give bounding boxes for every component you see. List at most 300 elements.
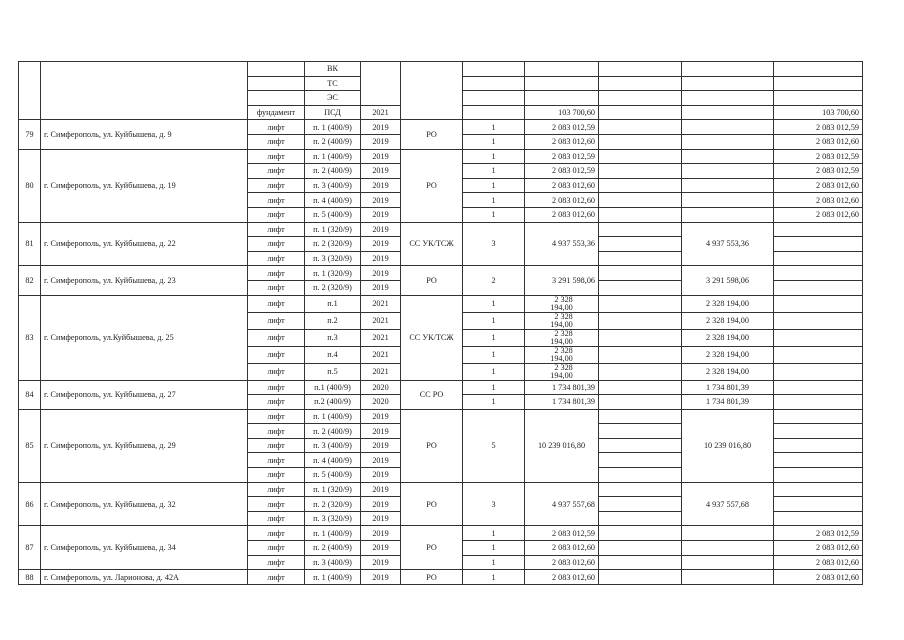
- stage-cell: п. 1 (400/9): [305, 570, 361, 585]
- total-cell: 2 083 012,60: [774, 134, 863, 149]
- blank-cell: [599, 555, 682, 570]
- stage-cell: п. 1 (400/9): [305, 120, 361, 135]
- address-cell: г. Симферополь, ул. Куйбышева, д. 29: [41, 409, 248, 482]
- total-cell: [774, 482, 863, 497]
- sum-cell: 4 937 553,36: [525, 222, 599, 266]
- year-cell: 2019: [361, 222, 401, 237]
- blank-cell: [599, 395, 682, 410]
- type-cell: лифт: [248, 541, 305, 556]
- table-row: [19, 570, 863, 585]
- blank-cell: [599, 497, 682, 512]
- sum-cell: 2 083 012,60: [525, 193, 599, 208]
- blank-cell: [599, 424, 682, 439]
- ss-cell: 2 328 194,00: [682, 312, 774, 329]
- ss-cell: 10 239 016,80: [682, 409, 774, 482]
- method-cell: РО: [401, 526, 463, 570]
- sum-cell: 2 083 012,59: [525, 149, 599, 164]
- type-cell: лифт: [248, 526, 305, 541]
- address-cell: г. Симферополь, ул. Куйбышева, д. 27: [41, 380, 248, 409]
- total-cell: [774, 329, 863, 346]
- total-cell: 2 083 012,60: [774, 193, 863, 208]
- table-row: [19, 120, 863, 135]
- stage-cell: п.2 (400/9): [305, 395, 361, 410]
- year-cell: 2019: [361, 164, 401, 179]
- year-cell: 2019: [361, 497, 401, 512]
- sum-part: 2 328: [554, 363, 573, 372]
- stage-cell: п. 2 (320/9): [305, 497, 361, 512]
- type-cell: лифт: [248, 555, 305, 570]
- table-row: [19, 482, 863, 497]
- type-cell: лифт: [248, 149, 305, 164]
- stage-cell: п. 2 (400/9): [305, 134, 361, 149]
- row-number: 82: [19, 266, 41, 295]
- blank-cell: [599, 164, 682, 179]
- stage-cell: п. 4 (400/9): [305, 453, 361, 468]
- stage-cell: п. 2 (400/9): [305, 541, 361, 556]
- year-cell: 2019: [361, 468, 401, 483]
- blank-cell: [599, 105, 682, 120]
- sum-part: 2 328: [554, 295, 573, 304]
- type-cell: лифт: [248, 380, 305, 395]
- stage-cell: ТС: [305, 76, 361, 91]
- type-cell: лифт: [248, 409, 305, 424]
- type-cell: лифт: [248, 295, 305, 312]
- qty-cell: 1: [463, 312, 525, 329]
- blank-cell: [599, 178, 682, 193]
- sum-part: 2 328: [554, 346, 573, 355]
- stage-cell: ЭС: [305, 91, 361, 106]
- total-cell: 2 083 012,60: [774, 207, 863, 222]
- method-cell: РО: [401, 266, 463, 295]
- stage-cell: п. 3 (400/9): [305, 178, 361, 193]
- stage-cell: п. 2 (400/9): [305, 424, 361, 439]
- blank-cell: [599, 329, 682, 346]
- qty-cell: [463, 76, 525, 91]
- type-cell: лифт: [248, 251, 305, 266]
- qty-cell: 1: [463, 120, 525, 135]
- total-cell: [774, 511, 863, 526]
- year-cell: 2019: [361, 251, 401, 266]
- ss-cell: [682, 76, 774, 91]
- total-cell: [774, 424, 863, 439]
- ss-cell: [682, 91, 774, 106]
- table-row: [19, 409, 863, 424]
- table-row: [19, 222, 863, 237]
- address-cell: г. Симферополь, ул. Куйбышева, д. 22: [41, 222, 248, 266]
- ss-cell: 1 734 801,39: [682, 380, 774, 395]
- ss-cell: 2 328 194,00: [682, 363, 774, 380]
- type-cell: лифт: [248, 468, 305, 483]
- blank-cell: [599, 207, 682, 222]
- type-cell: лифт: [248, 266, 305, 281]
- blank-cell: [599, 380, 682, 395]
- table-row: [19, 295, 863, 312]
- ss-cell: [682, 164, 774, 179]
- sum-part: 194,00: [550, 319, 573, 329]
- blank-cell: [599, 482, 682, 497]
- ss-cell: [682, 105, 774, 120]
- qty-cell: 1: [463, 193, 525, 208]
- year-cell: 2021: [361, 346, 401, 363]
- sum-cell: [525, 363, 599, 380]
- blank-cell: [599, 346, 682, 363]
- qty-cell: 1: [463, 134, 525, 149]
- method-cell: РО: [401, 570, 463, 585]
- method-cell: СС РО: [401, 380, 463, 409]
- row-number: 85: [19, 409, 41, 482]
- type-cell: лифт: [248, 424, 305, 439]
- year-cell: 2021: [361, 295, 401, 312]
- sum-cell: [525, 76, 599, 91]
- type-cell: лифт: [248, 207, 305, 222]
- ss-cell: 4 937 557,68: [682, 482, 774, 526]
- type-cell: лифт: [248, 164, 305, 179]
- blank-cell: [599, 149, 682, 164]
- year-cell: 2019: [361, 266, 401, 281]
- type-cell: лифт: [248, 134, 305, 149]
- type-cell: лифт: [248, 395, 305, 410]
- sum-cell: 2 083 012,60: [525, 178, 599, 193]
- stage-cell: ПСД: [305, 105, 361, 120]
- blank-cell: [599, 409, 682, 424]
- blank-cell: [599, 363, 682, 380]
- sum-cell: 1 734 801,39: [525, 380, 599, 395]
- blank-cell: [599, 438, 682, 453]
- type-cell: лифт: [248, 453, 305, 468]
- year-cell: 2020: [361, 380, 401, 395]
- year-cell: 2021: [361, 312, 401, 329]
- address-cell: г. Симферополь, ул. Ларионова, д. 42А: [41, 570, 248, 585]
- address-cell: г. Симферополь, ул. Куйбышева, д. 9: [41, 120, 248, 149]
- blank-cell: [599, 134, 682, 149]
- method-cell: РО: [401, 149, 463, 222]
- blank-cell: [599, 511, 682, 526]
- qty-cell: 1: [463, 207, 525, 222]
- total-cell: 2 083 012,60: [774, 541, 863, 556]
- ss-cell: 3 291 598,06: [682, 266, 774, 295]
- method-cell: [401, 62, 463, 120]
- stage-cell: п. 3 (400/9): [305, 438, 361, 453]
- sum-cell: [525, 346, 599, 363]
- blank-cell: [599, 251, 682, 266]
- type-cell: лифт: [248, 237, 305, 252]
- blank-cell: [599, 280, 682, 295]
- address-cell: [41, 62, 248, 120]
- qty-cell: 1: [463, 395, 525, 410]
- ss-cell: [682, 149, 774, 164]
- type-cell: [248, 91, 305, 106]
- qty-cell: 1: [463, 526, 525, 541]
- row-number: 80: [19, 149, 41, 222]
- sum-cell: [525, 62, 599, 77]
- sum-part: 194,00: [550, 302, 573, 312]
- ss-cell: [682, 193, 774, 208]
- stage-cell: п. 2 (320/9): [305, 237, 361, 252]
- stage-cell: п. 1 (400/9): [305, 149, 361, 164]
- total-cell: [774, 62, 863, 77]
- year-cell: 2019: [361, 280, 401, 295]
- total-cell: [774, 251, 863, 266]
- row-number: 81: [19, 222, 41, 266]
- year-cell: 2019: [361, 570, 401, 585]
- year-cell: 2019: [361, 120, 401, 135]
- sum-part: 194,00: [550, 353, 573, 363]
- ss-cell: [682, 570, 774, 585]
- blank-cell: [599, 91, 682, 106]
- stage-cell: п.2: [305, 312, 361, 329]
- sum-part: 194,00: [550, 336, 573, 346]
- qty-cell: 1: [463, 570, 525, 585]
- total-cell: [774, 312, 863, 329]
- stage-cell: п. 5 (400/9): [305, 207, 361, 222]
- method-cell: СС УК/ТСЖ: [401, 295, 463, 380]
- stage-cell: п. 3 (320/9): [305, 511, 361, 526]
- stage-cell: п. 1 (400/9): [305, 409, 361, 424]
- total-cell: [774, 266, 863, 281]
- year-cell: 2019: [361, 149, 401, 164]
- total-cell: [774, 363, 863, 380]
- stage-cell: п. 1 (320/9): [305, 222, 361, 237]
- total-cell: 2 083 012,59: [774, 149, 863, 164]
- type-cell: лифт: [248, 280, 305, 295]
- type-cell: лифт: [248, 222, 305, 237]
- year-cell: 2021: [361, 363, 401, 380]
- blank-cell: [599, 76, 682, 91]
- method-cell: РО: [401, 120, 463, 149]
- table-row: [19, 62, 863, 77]
- year-cell: 2019: [361, 541, 401, 556]
- sum-cell: 2 083 012,60: [525, 207, 599, 222]
- total-cell: 103 700,60: [774, 105, 863, 120]
- qty-cell: 1: [463, 380, 525, 395]
- ss-cell: 4 937 553,36: [682, 222, 774, 266]
- total-cell: [774, 295, 863, 312]
- stage-cell: п. 1 (400/9): [305, 526, 361, 541]
- qty-cell: [463, 62, 525, 77]
- stage-cell: п. 1 (320/9): [305, 266, 361, 281]
- sum-cell: 4 937 557,68: [525, 482, 599, 526]
- qty-cell: 2: [463, 266, 525, 295]
- qty-cell: 1: [463, 363, 525, 380]
- type-cell: лифт: [248, 120, 305, 135]
- table-row: [19, 380, 863, 395]
- type-cell: лифт: [248, 482, 305, 497]
- blank-cell: [599, 526, 682, 541]
- blank-cell: [599, 222, 682, 237]
- qty-cell: 1: [463, 295, 525, 312]
- ss-cell: [682, 120, 774, 135]
- qty-cell: 5: [463, 409, 525, 482]
- blank-cell: [599, 541, 682, 556]
- total-cell: 2 083 012,60: [774, 570, 863, 585]
- sum-cell: [525, 91, 599, 106]
- type-cell: лифт: [248, 329, 305, 346]
- year-cell: [361, 62, 401, 106]
- total-cell: 2 083 012,59: [774, 164, 863, 179]
- sum-cell: 2 083 012,60: [525, 570, 599, 585]
- method-cell: СС УК/ТСЖ: [401, 222, 463, 266]
- sum-cell: 2 083 012,59: [525, 120, 599, 135]
- type-cell: лифт: [248, 438, 305, 453]
- stage-cell: п. 4 (400/9): [305, 193, 361, 208]
- stage-cell: п.3: [305, 329, 361, 346]
- total-cell: [774, 280, 863, 295]
- blank-cell: [599, 266, 682, 281]
- total-cell: 2 083 012,59: [774, 120, 863, 135]
- ss-cell: 2 328 194,00: [682, 346, 774, 363]
- total-cell: [774, 346, 863, 363]
- type-cell: лифт: [248, 570, 305, 585]
- type-cell: фундамент: [248, 105, 305, 120]
- total-cell: [774, 395, 863, 410]
- sum-cell: 2 083 012,59: [525, 526, 599, 541]
- blank-cell: [599, 295, 682, 312]
- method-cell: РО: [401, 409, 463, 482]
- year-cell: 2019: [361, 511, 401, 526]
- qty-cell: 3: [463, 482, 525, 526]
- ss-cell: 1 734 801,39: [682, 395, 774, 410]
- qty-cell: 1: [463, 541, 525, 556]
- total-cell: [774, 438, 863, 453]
- stage-cell: п. 3 (320/9): [305, 251, 361, 266]
- sum-cell: 2 083 012,60: [525, 555, 599, 570]
- blank-cell: [599, 570, 682, 585]
- stage-cell: п.5: [305, 363, 361, 380]
- blank-cell: [599, 193, 682, 208]
- row-number: 87: [19, 526, 41, 570]
- total-cell: [774, 497, 863, 512]
- qty-cell: [463, 91, 525, 106]
- address-cell: г. Симферополь, ул. Куйбышева, д. 34: [41, 526, 248, 570]
- year-cell: 2019: [361, 555, 401, 570]
- year-cell: 2020: [361, 395, 401, 410]
- sum-part: 2 328: [554, 329, 573, 338]
- blank-cell: [599, 120, 682, 135]
- type-cell: [248, 62, 305, 77]
- qty-cell: 1: [463, 149, 525, 164]
- type-cell: лифт: [248, 511, 305, 526]
- stage-cell: п. 5 (400/9): [305, 468, 361, 483]
- year-cell: 2019: [361, 134, 401, 149]
- total-cell: [774, 76, 863, 91]
- total-cell: 2 083 012,59: [774, 526, 863, 541]
- year-cell: 2019: [361, 193, 401, 208]
- ss-cell: [682, 134, 774, 149]
- sum-cell: 2 083 012,60: [525, 541, 599, 556]
- sum-part: 194,00: [550, 370, 573, 380]
- ss-cell: [682, 526, 774, 541]
- sum-cell: 2 083 012,59: [525, 164, 599, 179]
- address-cell: г. Симферополь, ул. Куйбышева, д. 32: [41, 482, 248, 526]
- sum-cell: 3 291 598,06: [525, 266, 599, 295]
- qty-cell: 1: [463, 346, 525, 363]
- blank-cell: [599, 237, 682, 252]
- stage-cell: п. 3 (400/9): [305, 555, 361, 570]
- total-cell: [774, 237, 863, 252]
- year-cell: 2019: [361, 453, 401, 468]
- table-row: [19, 149, 863, 164]
- table-row: [19, 266, 863, 281]
- year-cell: 2021: [361, 329, 401, 346]
- qty-cell: 1: [463, 555, 525, 570]
- sum-cell: [525, 312, 599, 329]
- stage-cell: п.1: [305, 295, 361, 312]
- type-cell: лифт: [248, 193, 305, 208]
- ss-cell: 2 328 194,00: [682, 329, 774, 346]
- ss-cell: [682, 207, 774, 222]
- address-cell: г. Симферополь, ул. Куйбышева, д. 19: [41, 149, 248, 222]
- ss-cell: [682, 541, 774, 556]
- row-number: 88: [19, 570, 41, 585]
- type-cell: лифт: [248, 497, 305, 512]
- row-number: 86: [19, 482, 41, 526]
- stage-cell: п.4: [305, 346, 361, 363]
- stage-cell: п. 2 (320/9): [305, 280, 361, 295]
- total-cell: [774, 468, 863, 483]
- year-cell: 2019: [361, 424, 401, 439]
- sum-cell: [525, 295, 599, 312]
- year-cell: 2019: [361, 207, 401, 222]
- ss-cell: [682, 178, 774, 193]
- ss-cell: [682, 62, 774, 77]
- sum-cell: 103 700,60: [525, 105, 599, 120]
- qty-cell: 3: [463, 222, 525, 266]
- blank-cell: [599, 62, 682, 77]
- address-cell: г. Симферополь, ул.Куйбышева, д. 25: [41, 295, 248, 380]
- address-cell: г. Симферополь, ул. Куйбышева, д. 23: [41, 266, 248, 295]
- year-cell: 2021: [361, 105, 401, 120]
- year-cell: 2019: [361, 409, 401, 424]
- total-cell: [774, 409, 863, 424]
- year-cell: 2019: [361, 178, 401, 193]
- year-cell: 2019: [361, 438, 401, 453]
- stage-cell: п. 2 (400/9): [305, 164, 361, 179]
- ss-cell: 2 328 194,00: [682, 295, 774, 312]
- blank-cell: [599, 468, 682, 483]
- total-cell: [774, 91, 863, 106]
- register-table: [18, 61, 863, 585]
- method-cell: РО: [401, 482, 463, 526]
- ss-cell: [682, 555, 774, 570]
- total-cell: [774, 222, 863, 237]
- type-cell: лифт: [248, 312, 305, 329]
- sum-cell: 10 239 016,80: [525, 409, 599, 482]
- blank-cell: [599, 312, 682, 329]
- qty-cell: [463, 105, 525, 120]
- type-cell: [248, 76, 305, 91]
- sum-cell: [525, 329, 599, 346]
- qty-cell: 1: [463, 329, 525, 346]
- qty-cell: 1: [463, 178, 525, 193]
- type-cell: лифт: [248, 178, 305, 193]
- sum-cell: 1 734 801,39: [525, 395, 599, 410]
- stage-cell: п. 1 (320/9): [305, 482, 361, 497]
- blank-cell: [599, 453, 682, 468]
- year-cell: 2019: [361, 237, 401, 252]
- row-number: 79: [19, 120, 41, 149]
- sum-cell: 2 083 012,60: [525, 134, 599, 149]
- qty-cell: 1: [463, 164, 525, 179]
- total-cell: [774, 453, 863, 468]
- total-cell: 2 083 012,60: [774, 178, 863, 193]
- row-number: 84: [19, 380, 41, 409]
- register-document: [18, 61, 863, 585]
- total-cell: 2 083 012,60: [774, 555, 863, 570]
- num-cell: [19, 62, 41, 120]
- type-cell: лифт: [248, 363, 305, 380]
- total-cell: [774, 380, 863, 395]
- table-row: [19, 526, 863, 541]
